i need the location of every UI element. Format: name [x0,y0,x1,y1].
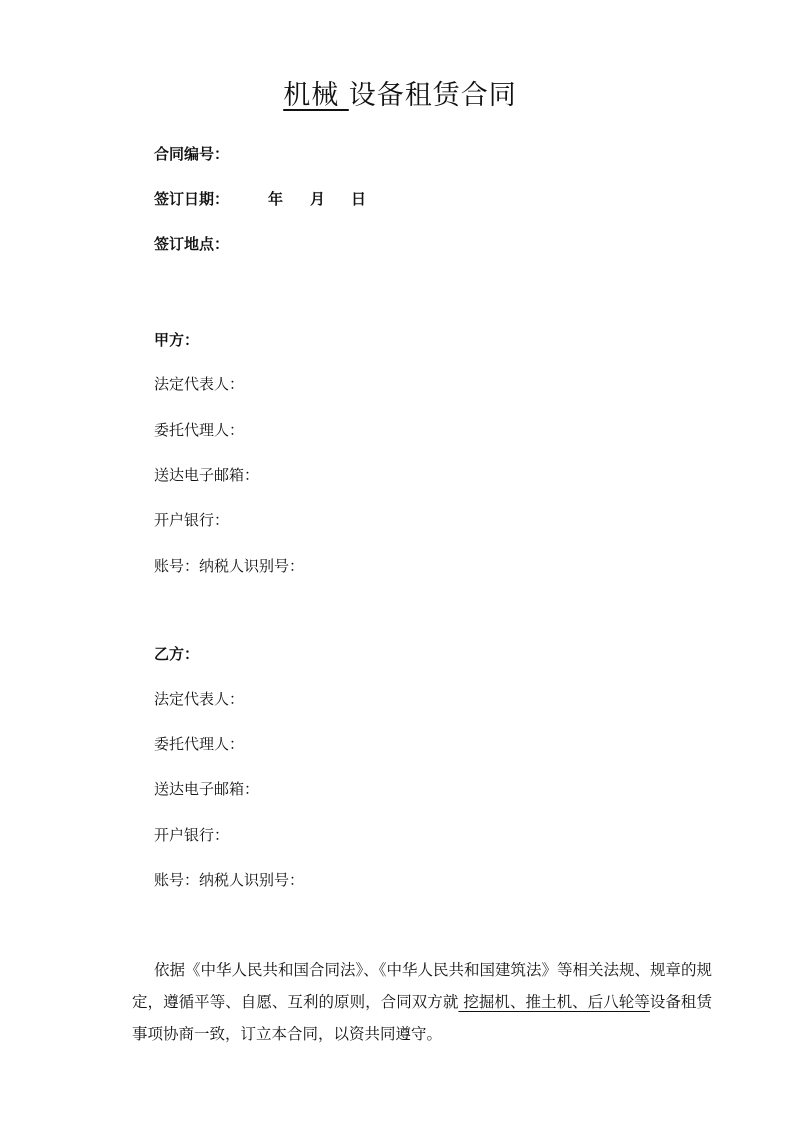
party-a-bank: 开户银行： [154,511,230,529]
sign-date-label: 签订日期： [154,190,230,208]
preamble-text-1: 依据《中华人民共和国合同法》、《中华人民共和国建筑法》等相关法规、规章的规定，遵循平等、自愿、互利的原则，合同双方就 [132,961,713,1011]
title-main-part: 设备租赁合同 [348,80,517,111]
party-b-bank: 开户银行： [154,826,230,844]
party-a-label: 甲方： [154,331,200,349]
sign-date-year: 年 [268,190,284,208]
sign-date-row [154,188,366,210]
party-b-label: 乙方： [154,645,200,663]
party-a-email: 送达电子邮箱： [154,466,260,484]
preamble-paragraph [132,954,712,1050]
party-b-legal-rep: 法定代表人： [154,690,245,708]
document-title [0,78,800,114]
sign-date-month: 月 [310,190,326,208]
title-underlined-part: 机械 [283,80,349,111]
party-b-agent: 委托代理人： [154,735,245,753]
party-a-agent: 委托代理人： [154,421,245,439]
party-b-email: 送达电子邮箱： [154,780,260,798]
party-a-legal-rep: 法定代表人： [154,375,245,393]
party-b-account: 账号：纳税人识别号： [154,871,305,889]
sign-place-label: 签订地点： [154,235,230,253]
preamble-equipment-underlined: 挖掘机、推土机、后八轮等 [458,993,650,1011]
sign-date-day: 日 [351,190,367,208]
party-a-account: 账号：纳税人识别号： [154,557,305,575]
contract-number-label: 合同编号： [154,145,230,163]
preamble-text-2: 设备租赁事项协商一致，订立本合同，以资共同遵守。 [132,993,712,1043]
